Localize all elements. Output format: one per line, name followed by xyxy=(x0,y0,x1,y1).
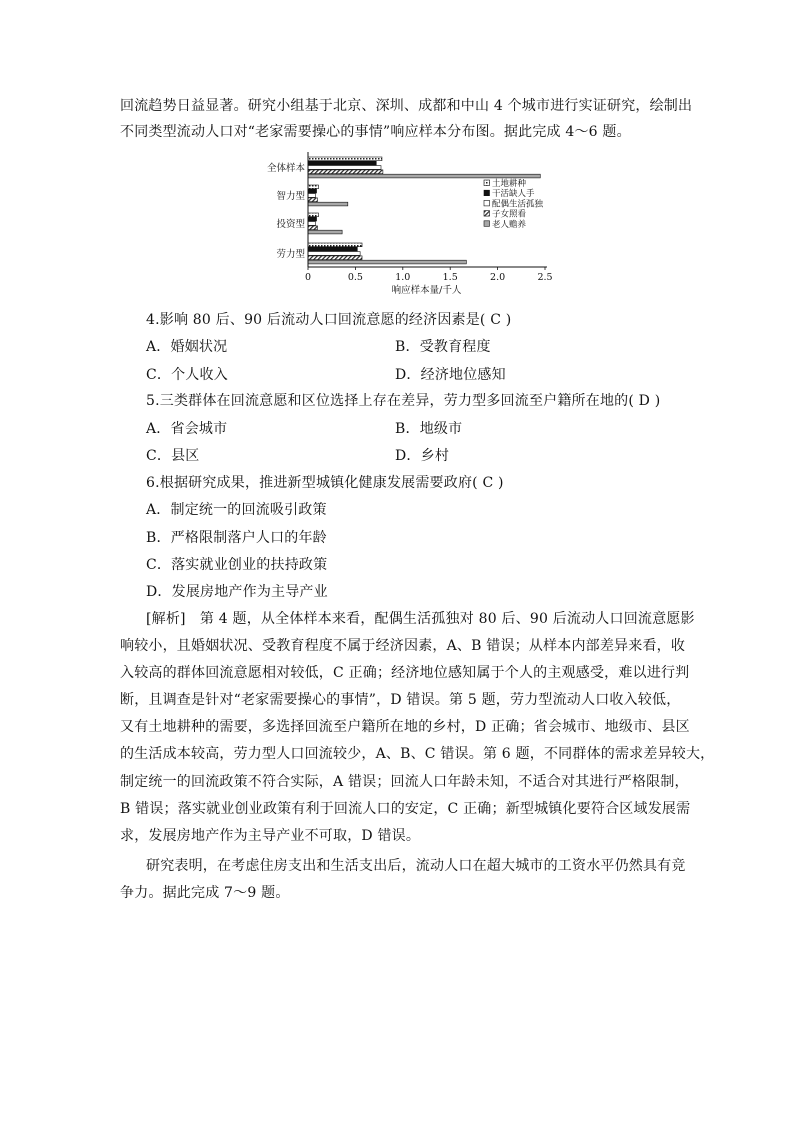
category-label: 投资型 xyxy=(276,219,305,230)
x-tick-label: 2.5 xyxy=(537,272,553,283)
bar-series-4-category-2 xyxy=(308,198,317,202)
analysis-line-7: 制定统一的回流政策不符合实际，A 错误；回流人口年龄未知，不适合对其进行严格限制， xyxy=(120,774,689,790)
x-tick-label: 2.0 xyxy=(490,272,506,283)
legend-label: 老人赡养 xyxy=(492,219,527,230)
category-label: 智力型 xyxy=(276,191,305,202)
legend-label: 土地耕种 xyxy=(492,179,527,189)
q4-option-c: C．个人收入 xyxy=(146,367,228,383)
x-tick-label: 1.0 xyxy=(395,272,411,283)
q5-option-b: B．地级市 xyxy=(395,421,463,437)
bar-series-4-category-3 xyxy=(308,226,317,230)
bar-series-2-category-3 xyxy=(308,217,317,221)
analysis-line-9: 求，发展房地产作为主导产业不可取，D 错误。 xyxy=(120,828,421,844)
intro-line-1: 回流趋势日益显著。研究小组基于北京、深圳、成都和中山 4 个城市进行实证研究，绘制出 xyxy=(120,98,693,114)
bar-series-1-category-3 xyxy=(308,213,318,217)
q4-option-b: B．受教育程度 xyxy=(395,339,491,355)
bar-series-5-category-2 xyxy=(308,202,348,206)
q5-option-a: A．省会城市 xyxy=(146,421,228,437)
legend-label: 配偶生活孤独 xyxy=(492,199,544,210)
intro-line-2: 不同类型流动人口对“老家需要操心的事情”响应样本分布图。据此完成 4～6 题。 xyxy=(120,124,631,140)
q6-option-b: B．严格限制落户人口的年龄 xyxy=(146,530,327,546)
q5-option-c: C．县区 xyxy=(146,448,200,464)
x-tick-label: 0.5 xyxy=(347,272,363,283)
bar-series-4-category-1 xyxy=(308,170,383,174)
bar-series-3-category-3 xyxy=(308,222,316,226)
legend-swatch xyxy=(484,200,490,206)
x-axis-label: 响应样本量/千人 xyxy=(391,285,462,296)
bar-series-1-category-4 xyxy=(308,243,362,247)
legend-swatch xyxy=(484,190,490,196)
bar-series-5-category-4 xyxy=(308,260,466,264)
bar-series-1-category-1 xyxy=(308,157,382,161)
analysis-line-4: 断，且调查是针对“老家需要操心的事情”，D 错误。第 5 题，劳力型流动人口收入较低， xyxy=(120,692,681,708)
category-label: 全体样本 xyxy=(266,163,305,174)
category-label: 劳力型 xyxy=(276,249,305,260)
legend-swatch xyxy=(484,211,490,217)
legend-swatch xyxy=(484,221,490,227)
bar-series-3-category-2 xyxy=(308,194,316,198)
outro-line-2: 争力。据此完成 7～9 题。 xyxy=(120,885,290,901)
x-tick-label: 0 xyxy=(304,272,312,283)
response-sample-bar-chart xyxy=(255,152,565,302)
bar-series-5-category-3 xyxy=(308,230,342,234)
outro-line-1: 研究表明，在考虑住房支出和生活支出后，流动人口在超大城市的工资水平仍然具有竞 xyxy=(146,858,686,874)
bar-series-4-category-4 xyxy=(308,256,362,260)
x-tick-label: 1.5 xyxy=(442,272,458,283)
legend-label: 子女照看 xyxy=(492,209,527,220)
q5-stem: 5.三类群体在回流意愿和区位选择上存在差异，劳力型多回流至户籍所在地的( D ) xyxy=(146,393,661,409)
bar-series-5-category-1 xyxy=(308,174,540,178)
legend-label: 干活缺人手 xyxy=(492,189,535,200)
q4-stem: 4.影响 80 后、90 后流动人口回流意愿的经济因素是( C ) xyxy=(146,312,512,328)
q4-option-a: A．婚姻状况 xyxy=(146,339,228,355)
bar-series-3-category-1 xyxy=(308,166,381,170)
q6-option-c: C．落实就业创业的扶持政策 xyxy=(146,557,328,573)
analysis-line-6: 的生活成本较高，劳力型人口回流较少，A、B、C 错误。第 6 题，不同群体的需求差异较大， xyxy=(120,746,715,762)
analysis-line-8: B 错误；落实就业创业政策有利于回流人口的安定，C 正确；新型城镇化要符合区域发展需 xyxy=(120,801,691,817)
chart-legend xyxy=(484,178,544,230)
legend-swatch xyxy=(484,180,490,186)
analysis-line-5: 又有土地耕种的需要，多选择回流至户籍所在地的乡村，D 正确；省会城市、地级市、县区 xyxy=(120,719,690,735)
analysis-line-2: 响较小，且婚姻状况、受教育程度不属于经济因素，A、B 错误；从样本内部差异来看，收 xyxy=(120,638,686,654)
q4-option-d: D．经济地位感知 xyxy=(395,367,506,383)
bar-series-1-category-2 xyxy=(308,185,318,189)
bar-series-2-category-1 xyxy=(308,161,376,165)
q5-option-d: D．乡村 xyxy=(395,448,450,464)
q6-option-a: A．制定统一的回流吸引政策 xyxy=(146,502,327,518)
analysis-line-1: [解析] 第 4 题，从全体样本来看，配偶生活孤独对 80 后、90 后流动人口回流意愿影 xyxy=(146,611,695,627)
bar-series-3-category-4 xyxy=(308,252,360,256)
analysis-line-3: 入较高的群体回流意愿相对较低，C 正确；经济地位感知属于个人的主观感受，难以进行判 xyxy=(120,665,690,681)
q6-option-d: D．发展房地产作为主导产业 xyxy=(146,584,328,600)
bar-series-2-category-2 xyxy=(308,189,317,193)
bar-series-2-category-4 xyxy=(308,247,357,251)
q6-stem: 6.根据研究成果，推进新型城镇化健康发展需要政府( C ) xyxy=(146,475,504,491)
